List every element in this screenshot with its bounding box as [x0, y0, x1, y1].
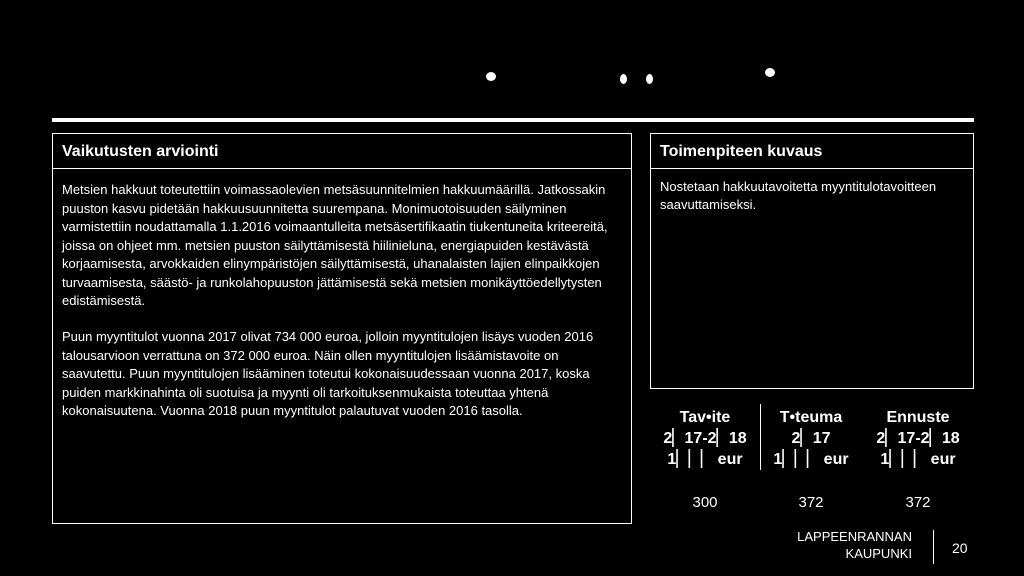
panel-title: Vaikutusten arviointi: [62, 143, 219, 160]
organization-name: [760, 528, 912, 562]
kpi-label-line1: Tav•ite: [679, 409, 731, 426]
kpi-label-line2: 2▏17-2▏18: [876, 430, 960, 447]
title-dot-3: [646, 74, 653, 84]
action-description-text: Nostetaan hakkuutavoitetta myyntitulotavoitteen saavuttamiseksi.: [660, 179, 937, 212]
kpi-label-line3: 1▏▏▏ eur: [880, 451, 956, 468]
organization-name-line1: LAPPEENRANNAN: [797, 529, 912, 544]
title-dot-1: [486, 72, 496, 81]
title-dot-4: [765, 68, 775, 77]
kpi-label-line2: 2▏17: [791, 430, 831, 447]
kpi-label-line2: 2▏17-2▏18: [663, 430, 747, 447]
kpi-target: [650, 407, 760, 511]
panel-title-divider: [53, 168, 631, 169]
kpi-actual: [756, 407, 866, 511]
title-remnant-dots: [470, 64, 790, 84]
kpi-value: 300: [692, 494, 718, 511]
kpi-forecast: [863, 407, 973, 511]
kpi-value: 372: [905, 494, 931, 511]
panel-title-divider: [651, 168, 973, 169]
kpi-label-line3: 1▏▏▏ eur: [667, 451, 743, 468]
action-description-panel: [650, 133, 974, 389]
organization-name-line2: KAUPUNKI: [845, 546, 912, 561]
impact-assessment-panel: [52, 133, 632, 524]
kpi-label-line1: T•teuma: [779, 409, 843, 426]
page-number: 20: [952, 540, 968, 556]
title-dot-2: [620, 74, 627, 84]
kpi-label-line3: 1▏▏▏ eur: [773, 451, 849, 468]
kpi-value: 372: [798, 494, 824, 511]
kpi-label-line1: Ennuste: [886, 409, 950, 426]
panel-title: Toimenpiteen kuvaus: [660, 143, 823, 160]
paragraph-timber-revenue: Puun myyntitulot vuonna 2017 olivat 734 000 euroa, jolloin myyntitulojen lisäys vuoden 2016 talousarvioon verrattuna on 372 000 euroa. Näin ollen myyntitulojen lisäämistavoite on saavutettu. Puun myyntitulojen lisääminen toteutui kokonaisuudessaan vuonna 2017, koska puiden markkinahinta oli suotuisa ja myynti oli tarkoituksenmukaista toteuttaa yhtenä kokonaisuutena. Vuonna 2018 puun myyntitulot palautuvat vuoden 2016 tasolla.: [62, 329, 594, 418]
paragraph-forest-harvest: Metsien hakkuut toteutettiin voimassaolevien metsäsuunnitelmien hakkuumäärillä. Jatkossakin puuston kasvu pidetään hakkuusuunnitetta suurempana. Monimuotoisuuden säilyminen varmistettiin noudattamalla 1.1.2016 voimaantulleita metsäsertifikaatin tiukentuneita kriteereitä, joissa on ohjeet mm. metsien puuston säilyttämisestä hiilinieluna, energiapuiden kestävästä korjaamisesta, arvokkaiden elinympäristöjen säilyttämisestä, uhanalaisten lajien elinpaikkojen turvaamisesta, säästö- ja runkolahopuuston jättämisestä sekä metsien monikäyttöedellytysten edistämisestä.: [62, 182, 608, 308]
footer-divider: [933, 530, 934, 564]
header-rule: [52, 118, 974, 122]
